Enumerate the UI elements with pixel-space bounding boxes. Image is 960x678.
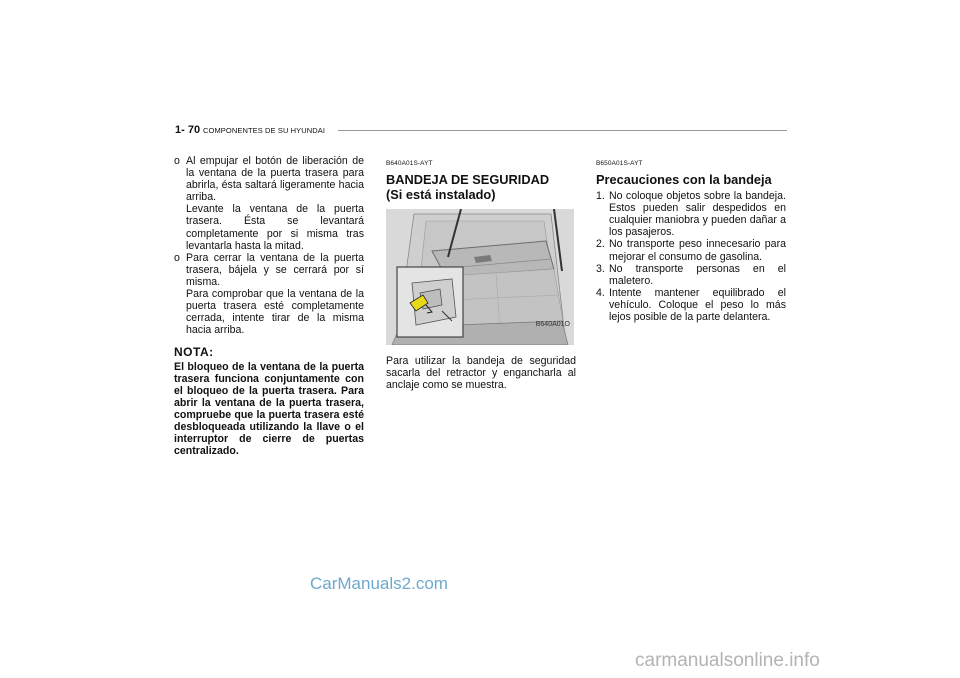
bullet-paragraph: Para comprobar que la ventana de la puerta trasera esté completamente cerrada, intente tirar de la misma hacia arriba. [186,288,364,337]
list-item [596,190,786,238]
bullet-open-window [174,155,364,252]
list-number: 2. [596,238,605,251]
tray-description: Para utilizar la bandeja de seguridad sacarla del retractor y engancharla al anclaje como se muestra. [386,355,576,392]
column-right [596,155,786,323]
list-item [596,263,786,287]
cargo-tray-illustration [386,209,574,345]
list-number: 4. [596,286,605,299]
list-text: No transporte personas en el maletero. [609,262,786,287]
bullet-close-window [174,252,364,337]
page-number: 1- 70 [175,124,201,136]
list-number: 1. [596,190,605,203]
list-text: Intente mantener equilibrado el vehículo. Coloque el peso lo más lejos posible de la parte delantera. [609,286,786,324]
section-title-tray [386,172,576,202]
site-watermark-link[interactable]: CarManuals2.com [310,574,448,593]
note-body: El bloqueo de la ventana de la puerta trasera funciona conjuntamente con el bloqueo de la puerta trasera. Para abrir la ventana de la puerta trasera, compruebe que la puerta trasera esté desbloqueada utilizando la llave o el interruptor de cierre de puertas centralizado. [174,360,364,458]
list-text: No coloque objetos sobre la bandeja. Estos pueden salir despedidos en cualquier maniobra y pueden dañar a los pasajeros. [609,190,786,239]
footer-watermark: carmanualsonline.info [635,650,820,671]
bullet-paragraph: Levante la ventana de la puerta trasera. Ésta se levantará completamente por si misma tras levantarla hasta la mitad. [186,203,364,252]
section-title: COMPONENTES DE SU HYUNDAI [203,126,326,135]
header-rule [338,130,787,131]
section-title-precautions: Precauciones con la bandeja [596,172,772,188]
bullet-mark: o [174,251,180,264]
precautions-list [596,190,786,323]
list-item [596,287,786,323]
column-left [174,155,364,457]
list-number: 3. [596,262,605,275]
title-line: (Si está instalado) [386,187,496,203]
figure-code: B640A01O [535,321,570,328]
title-line: BANDEJA DE SEGURIDAD [386,172,550,188]
section-code: B640A01S-AYT [386,160,433,167]
bullet-mark: o [174,155,180,167]
section-code: B650A01S-AYT [596,160,643,167]
column-middle [386,155,576,391]
list-item [596,238,786,262]
note-title: NOTA: [174,345,214,360]
list-text: No transporte peso innecesario para mejorar el consumo de gasolina. [609,238,786,263]
page-header [175,124,787,140]
bullet-paragraph: Al empujar el botón de liberación de la ventana de la puerta trasera para abrirla, ésta saltará ligeramente hacia arriba. [186,155,364,204]
bullet-paragraph: Para cerrar la ventana de la puerta trasera, bájela y se cerrará por sí misma. [186,251,364,288]
